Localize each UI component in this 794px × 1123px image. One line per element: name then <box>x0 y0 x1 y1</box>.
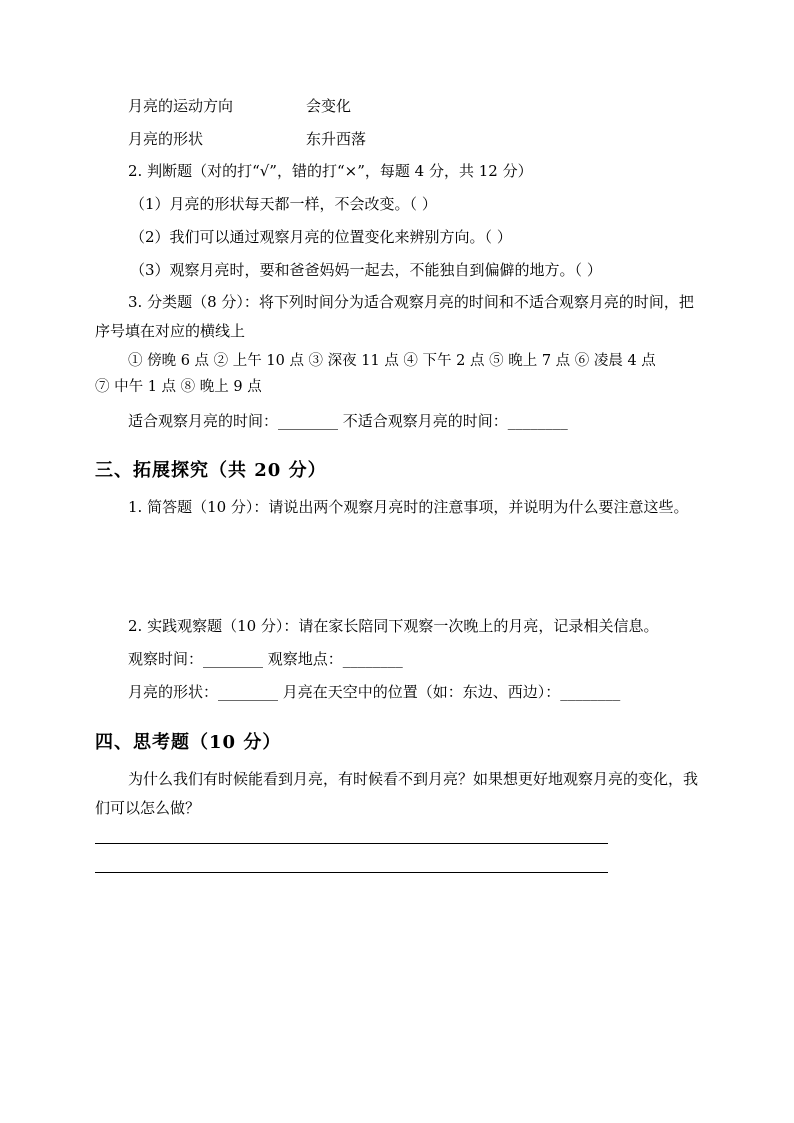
classify-answer-line: 适合观察月亮的时间：________ 不适合观察月亮的时间：________ <box>128 412 568 430</box>
classify-title: 3. 分类题（8 分）：将下列时间分为适合观察月亮的时间和不适合观察月亮的时间，把序号填在对应的横线上 <box>95 293 694 340</box>
section3-q1: 1. 简答题（10 分）：请说出两个观察月亮时的注意事项，并说明为什么要注意这些。 <box>128 498 689 516</box>
classify-options-line1: ① 傍晚 6 点 ② 上午 10 点 ③ 深夜 11 点 ④ 下午 2 点 ⑤ 晚上 7 点 ⑥ 凌晨 4 点 <box>128 353 656 369</box>
judge-item-3: （3）观察月亮时，要和爸爸妈妈一起去，不能独自到偏僻的地方。（ ） <box>130 261 602 279</box>
match-row1-right: 会变化 <box>306 97 352 115</box>
judge-item-1: （1）月亮的形状每天都一样，不会改变。（ ） <box>130 195 437 213</box>
section3-heading: 三、拓展探究（共 20 分） <box>95 460 327 481</box>
answer-rule-1 <box>95 843 608 844</box>
section3-q2: 2. 实践观察题（10 分）：请在家长陪同下观察一次晚上的月亮，记录相关信息。 <box>128 617 659 635</box>
section4-heading: 四、思考题（10 分） <box>95 732 282 753</box>
classify-options-line2: ⑦ 中午 1 点 ⑧ 晚上 9 点 <box>95 379 262 395</box>
section3-q2-line1: 观察时间：________ 观察地点：________ <box>128 650 403 668</box>
judge-title: 2. 判断题（对的打“√”，错的打“×”，每题 4 分，共 12 分） <box>128 162 533 180</box>
match-row2-left: 月亮的形状 <box>128 130 204 148</box>
match-row1-left: 月亮的运动方向 <box>128 97 234 115</box>
judge-item-2: （2）我们可以通过观察月亮的位置变化来辨别方向。（ ） <box>130 228 512 246</box>
section3-q2-line2: 月亮的形状：________ 月亮在天空中的位置（如：东边、西边）：________ <box>128 683 621 701</box>
match-row2-right: 东升西落 <box>306 130 367 148</box>
section4-question: 为什么我们有时候能看到月亮，有时候看不到月亮？如果想更好地观察月亮的变化，我们可以怎么做？ <box>95 770 699 817</box>
answer-rule-2 <box>95 872 608 873</box>
